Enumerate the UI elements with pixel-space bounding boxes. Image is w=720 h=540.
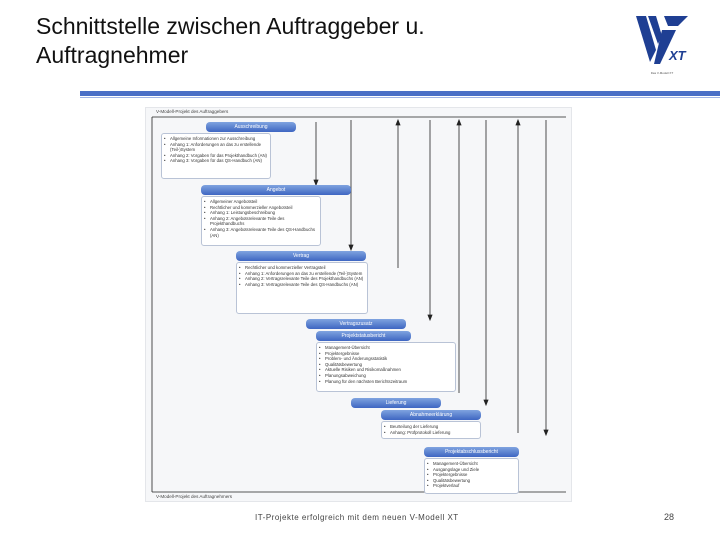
product-items-projektabschlussbericht: • Management-Übersicht • Ausgangslage und Ziele • Projektergebnisse • Qualitätsbewertung • Projektverlauf [424,458,519,494]
product-items-vertrag: • Rechtlicher und kommerzieller Vertragsteil • Anhang 1: Anforderungen an das zu erstellende (Teil-)System • Anhang 2: Vertragsrelevante Teile des Projekthandbuchs (AN) • Anhang 3: Vertragsrelevante Teile des QS-Handbuchs (AN) [236,262,368,314]
slide-footer: IT-Projekte erfolgreich mit dem neuen V-Modell XT [255,513,459,522]
header-rule-thin [80,97,720,98]
product-items-ausschreibung: • Allgemeine Informationen zur Ausschreibung • Anhang 1: Anforderungen an das zu erstellende (Teil-)System • Anhang 2: Vorgaben für das Projekthandbuch (AN) • Anhang 3: Vorgaben für das QS-Handbuch (AN) [161,133,271,179]
svg-text:XT: XT [669,48,686,63]
product-header-abnahmeerklaerung: Abnahmeerklärung [381,410,481,420]
caption-auftragnehmer: V-Modell-Projekt des Auftragnehmers [156,494,233,499]
product-items-projektstatusbericht: • Management-Übersicht • Projektergebnisse • Problem- und Änderungsstatistik • Qualitätsbewertung • Aktuelle Risiken und Risikomaßnahmen • Planungsabweichung • Planung für den nächsten Berichtszeitraum [316,342,456,392]
slide-title-line-2: Auftragnehmer [36,42,189,68]
product-header-lieferung: Lieferung [351,398,441,408]
product-items-angebot: • Allgemeiner Angebotsteil • Rechtlicher und kommerzieller Angebotsteil • Anhang 1: Leistungsbeschreibung • Anhang 2: Angebotsrelevante Teile des Projekthandbuchs • Anhang 3: Angebotsrelevante Teile des QS-Handbuchs (AN) [201,196,321,246]
v-modell-xt-logo [634,14,690,80]
product-header-projektstatusbericht: Projektstatusbericht [316,331,411,341]
slide-title-line-1: Schnittstelle zwischen Auftraggeber u. [36,13,425,39]
product-header-ausschreibung: Ausschreibung [206,122,296,132]
product-header-vertrag: Vertrag [236,251,366,261]
slide-title [36,12,425,70]
page-number: 28 [664,512,675,522]
product-items-abnahmeerklaerung: • Beurteilung der Lieferung • Anhang: Prüfprotokoll Lieferung [381,421,481,439]
header-rule [80,91,720,96]
product-header-vertragszusatz: Vertragszusatz [306,319,406,329]
product-header-projektabschlussbericht: Projektabschlussbericht [424,447,519,457]
svg-text:Das V-Modell XT: Das V-Modell XT [650,71,674,75]
caption-auftraggeber: V-Modell-Projekt des Auftraggebers [156,109,229,114]
product-header-angebot: Angebot [201,185,351,195]
interface-diagram [145,107,572,502]
